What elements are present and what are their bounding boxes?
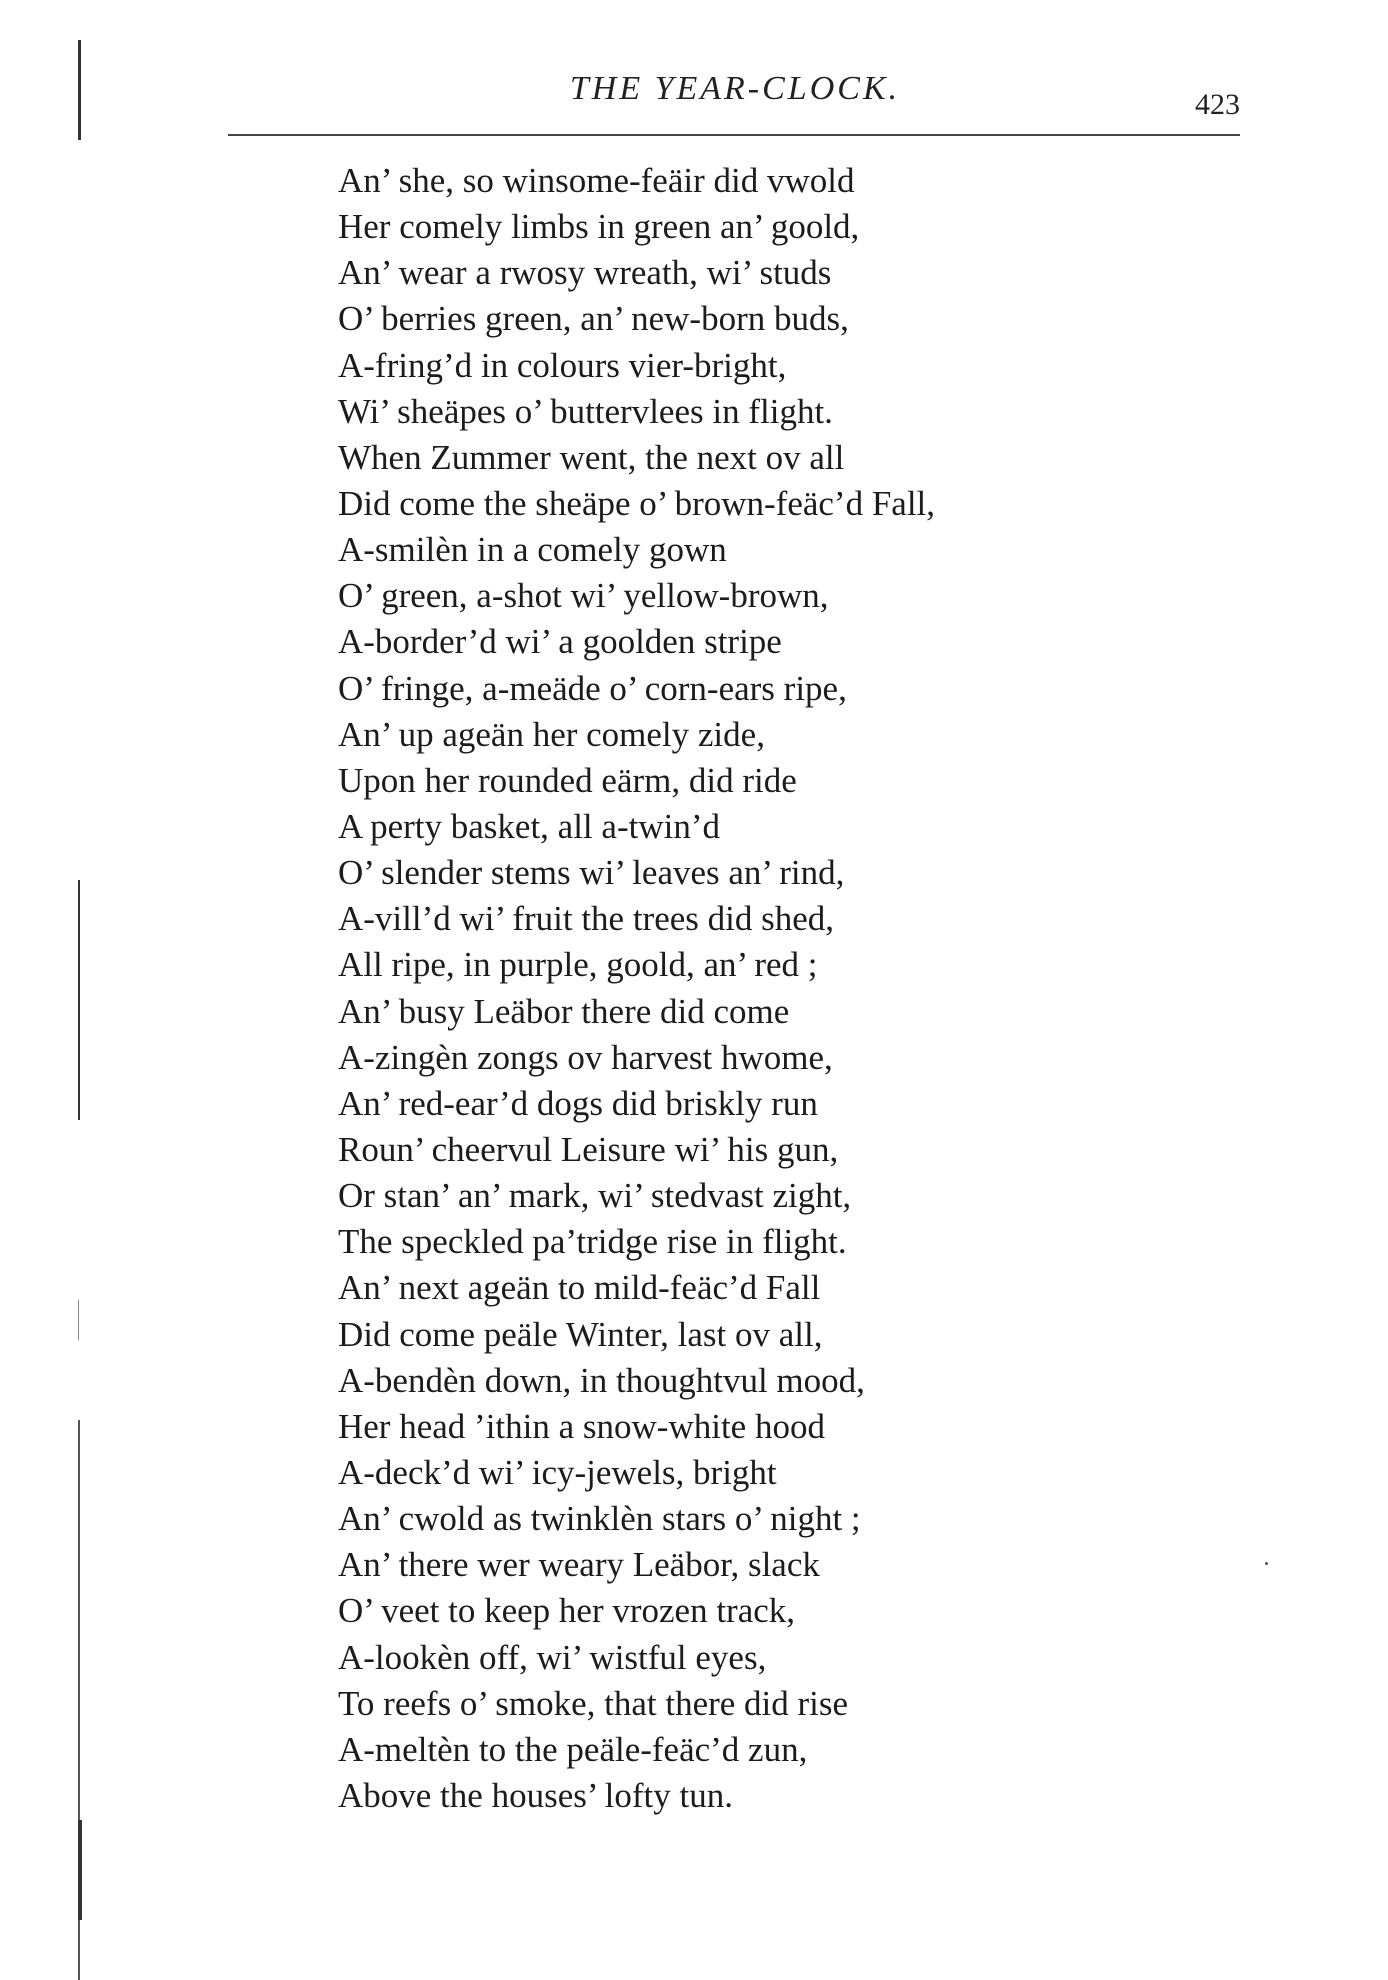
poem-line: All ripe, in purple, goold, an’ red ; (338, 945, 818, 985)
poem-line: An’ she, so winsome-feäir did vwold (338, 161, 855, 200)
binding-edge-mark (78, 1300, 79, 1340)
poem-line: Above the houses’ lofty tun. (338, 1775, 733, 1815)
poem-stanza (338, 158, 1098, 1819)
binding-edge-mark (78, 1820, 82, 1920)
poem-line: Her comely limbs in green an’ goold, (338, 207, 860, 247)
poem-line: Did come peäle Winter, last ov all, (338, 1314, 823, 1354)
page-number: 423 (1195, 88, 1240, 121)
poem-line: Upon her rounded eärm, did ride (338, 760, 797, 800)
poem-line: An’ cwold as twinklèn stars o’ night ; (338, 1499, 861, 1539)
poem-line: An’ next ageän to mild-feäc’d Fall (338, 1268, 821, 1308)
running-title: THE YEAR-CLOCK. (569, 70, 901, 107)
poem-line: Her head ’ithin a snow-white hood (338, 1406, 825, 1446)
poem-line: O’ veet to keep her vrozen track, (338, 1591, 796, 1631)
poem-line: A-meltèn to the peäle-feäc’d zun, (338, 1729, 808, 1769)
poem-line: O’ berries green, an’ new-born buds, (338, 299, 849, 339)
poem-line: An’ red-ear’d dogs did briskly run (338, 1083, 818, 1123)
poem-line: A-deck’d wi’ icy-jewels, bright (338, 1452, 777, 1492)
poem-line: A-bendèn down, in thoughtvul mood, (338, 1360, 865, 1400)
poem-line: A-fring’d in colours vier-bright, (338, 345, 787, 385)
binding-edge-mark (78, 880, 80, 1120)
poem-line: O’ slender stems wi’ leaves an’ rind, (338, 853, 845, 893)
poem-line: An’ busy Leäbor there did come (338, 991, 790, 1031)
poem-line: O’ green, a-shot wi’ yellow-brown, (338, 576, 829, 616)
poem-line: The speckled pa’tridge rise in flight. (338, 1222, 847, 1262)
header-rule (230, 134, 1240, 136)
poem-line: A perty basket, all a-twin’d (338, 806, 720, 846)
poem-line: Roun’ cheervul Leisure wi’ his gun, (338, 1129, 839, 1169)
running-head (230, 70, 1240, 120)
poem-line: An’ wear a rwosy wreath, wi’ studs (338, 253, 832, 293)
poem-line: Wi’ sheäpes o’ buttervlees in flight. (338, 391, 833, 431)
header-rule-dash (228, 134, 288, 136)
poem-line: A-border’d wi’ a goolden stripe (338, 622, 782, 662)
poem-line: An’ up ageän her comely zide, (338, 714, 765, 754)
poem-line: A-zingèn zongs ov harvest hwome, (338, 1037, 833, 1077)
poem-line: Or stan’ an’ mark, wi’ stedvast zight, (338, 1176, 852, 1216)
paper-speck (1265, 1562, 1268, 1565)
poem-line: A-lookèn off, wi’ wistful eyes, (338, 1637, 767, 1677)
poem-line: Did come the sheäpe o’ brown-feäc’d Fall, (338, 483, 936, 523)
poem-line: A-vill’d wi’ fruit the trees did shed, (338, 899, 835, 939)
poem-line: An’ there wer weary Leäbor, slack (338, 1545, 820, 1585)
poem-line: A-smilèn in a comely gown (338, 530, 727, 570)
binding-edge-mark (78, 40, 81, 140)
poem-line: O’ fringe, a-meäde o’ corn-ears ripe, (338, 668, 847, 708)
poem-line: To reefs o’ smoke, that there did rise (338, 1683, 849, 1723)
poem-line: When Zummer went, the next ov all (338, 437, 845, 477)
